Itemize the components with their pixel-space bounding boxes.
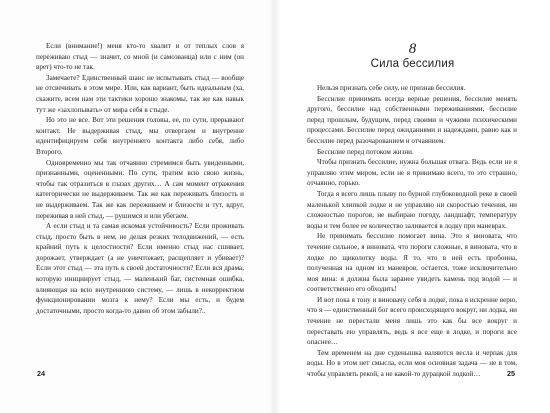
- paragraph: И вот пока я тону и виновачу себя в лодке, пока я искренне верю, что я — единственный бог всего происходящего вокруг, ни лодка, ни течение не перестали меня лишь это как бы все вокруг и переставать ею управлять, ведь я все еще в лодке, и пороги все опаснее…: [307, 295, 517, 347]
- paragraph: Тогда я всего лишь плыву по бурной глубоководной реке в своей маленькой хлипкой лодке и не управляю ни скоростью течения, ни сложностью порогов, не выбираю погоду, ландшафт, температуру воды и тем более ее количество заливается в лодку при маневрах.: [307, 189, 517, 230]
- paragraph: Одновременно мы так отчаянно стремимся быть увиденными, признанными, оцененными. По сути, тратим всю свою жизнь, чтобы так отразиться в глазах других… А сам момент отражения категорически не выдерживаем. Так же как переживать близость и не выдерживаем. Так же как переживаем и близости и тут, вдруг, переживая в ней стыд, — рушимся и или убегаем.: [36, 158, 244, 220]
- paragraph: Если (внимание!) меня кто-то хвалит и от теплых слов я переживаю стыд — значит, со мной (и самозванца) или с ним (он врет) что-то не так.: [36, 42, 244, 72]
- right-page-text: [307, 83, 517, 380]
- paragraph: Но это не все. Вот эти решения головы, ее, по сути, прерывают контакт. Не выдерживая стыд, мы отвергаем и внутренне идентифицируем себя внутреннего контакта либо себя, либо Второго.: [36, 116, 244, 156]
- paragraph: Не принимать бессилие помогает вина. Это я виновата, что течение сильное, я виновата, что пороги сложные, я виновата, что в лодке по щиколотку воды. Я то, что в ней есть пробоина, полученная на одном из маневров, остается, тоже исключительно моя вина: я должна была заранее увидеть камень под водой — и соответственно его обходить!: [307, 232, 517, 294]
- paragraph: Нельзя признать себе силу, не признав бессилия.: [317, 84, 466, 92]
- book-gutter-shadow: [269, 0, 281, 413]
- paragraph: Бессилие перед потоком жизни.: [317, 147, 414, 156]
- paragraph: Тем временем на дне суденышка валяются весла и черпак для воды. Но в этом нет смысла, если моя основная задача — не в том, чтобы управлять рекой, а не какой-то дурацкой лодкой…: [307, 348, 517, 379]
- paragraph: Чтобы признать бессилие, нужна большая отвага. Ведь если не я управляю этим миром, если не я принимаю всего, то это страшно, отчаянно, горько.: [307, 158, 517, 188]
- left-page-text: [36, 41, 244, 316]
- page-number: 24: [37, 369, 45, 378]
- paragraph: А если стыд и та самая искомая устойчивость? Если проживать стыд, просто быть в нем, не делая резких телодвижений, — есть крайний путь к целостности? Если именно стыд нас сшивает, дорожает, утверждает (а не уничтожает, расщепляет и убивает)? Если этот стыд — эта путь к своей достаточности? Если вся драма, которую инициирует стыд, — маленький баг, системная ошибка, влияющая на всю внутреннюю систему, — лишь в некорректном функционировании мозга к нему? Если мы есть, и будем достаточными, просто когда-то давно об этом забыли?..: [36, 222, 244, 315]
- paragraph: Бессилие принимать всегда верные решения, бессилие менять другого, бессилие над собственными переживаниями, бессилие перед прошлым, будущим, перед своими и чужими психическими процессами. Бессилие перед ожиданиями и надеждами, равно как и бессилие перед разочарованием и отчаянием.: [307, 94, 517, 145]
- paragraph: Замечаете? Единственный шанс не испытывать стыд — вообще не отсвечивать в этом мире. Или, как вариант, быть идеальным (ха, скажите, всем нам эти тактики хорошо знакомы, так же как навык тут же «захлопывать» от мира себя в стыде.: [36, 73, 244, 114]
- right-page: [275, 0, 550, 413]
- page-number: 25: [507, 369, 515, 378]
- chapter-number: 8: [408, 41, 417, 57]
- chapter-title: Сила бессилия: [370, 58, 455, 70]
